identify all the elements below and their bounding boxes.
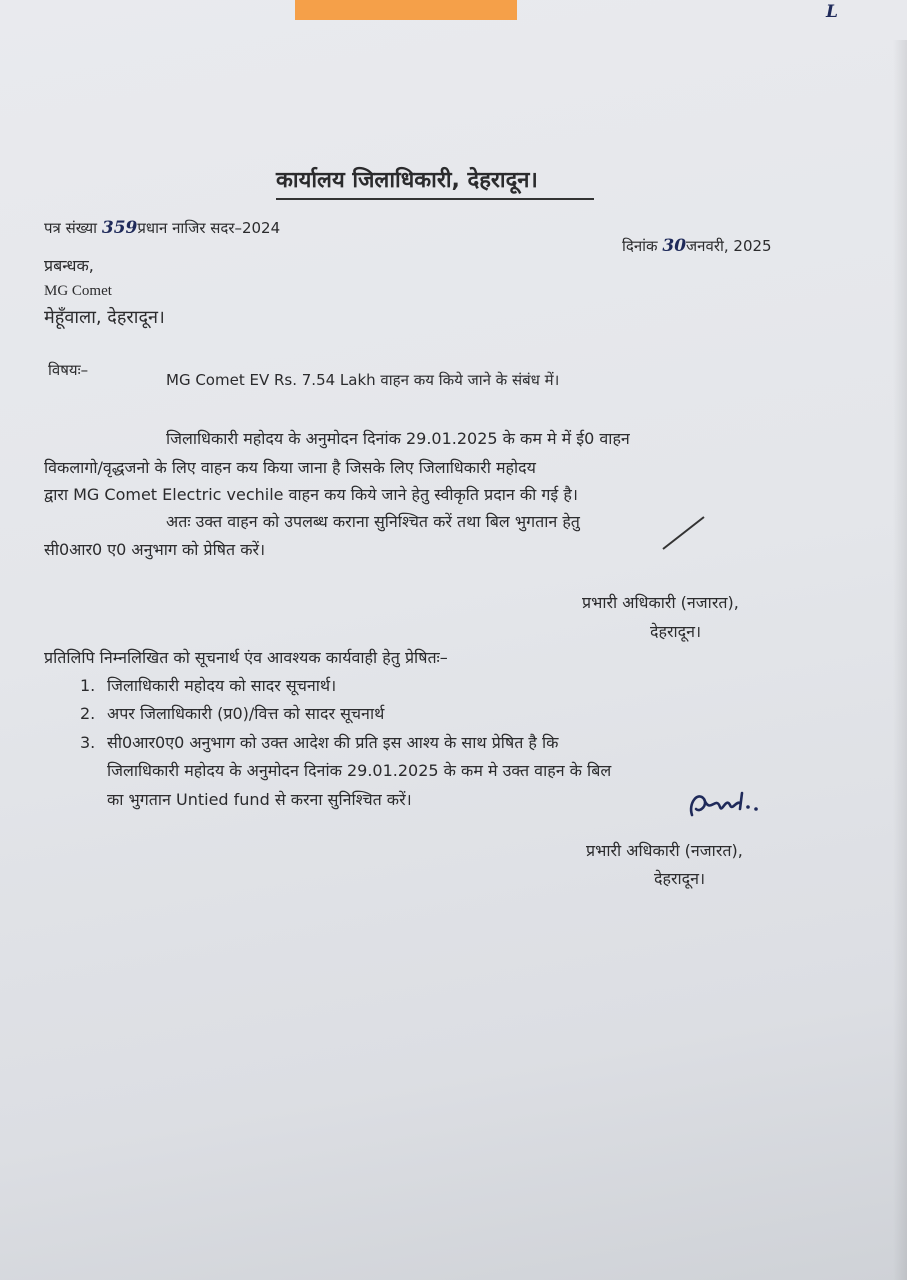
date-suffix: जनवरी, 2025	[686, 237, 772, 255]
title-underline	[276, 198, 594, 200]
date-line	[622, 236, 772, 256]
date-day-handwritten: 30	[662, 236, 687, 256]
recipient-line-2: MG Comet	[44, 283, 112, 299]
body-line-2: विकलागो/वृद्धजनो के लिए वाहन कय किया जाना है जिसके लिए जिलाधिकारी महोदय	[44, 458, 536, 477]
paper-shadow-edge	[893, 40, 907, 1280]
copy-item-1-number: 1.	[80, 676, 96, 695]
office-title: कार्यालय जिलाधिकारी, देहरादून।	[276, 168, 538, 193]
recipient-line-3: मेहूँवाला, देहरादून।	[44, 307, 165, 328]
date-prefix: दिनांक	[622, 237, 658, 255]
body-line-5: सी0आर0 ए0 अनुभाग को प्रेषित करें।	[44, 540, 266, 559]
orange-tape	[295, 0, 517, 20]
ref-prefix: पत्र संख्या	[44, 219, 98, 237]
subject-text: MG Comet EV Rs. 7.54 Lakh वाहन कय किये जाने के संबंध में।	[166, 371, 560, 389]
ref-suffix: प्रधान नाजिर सदर–2024	[137, 219, 281, 237]
copy-item-3-number: 3.	[80, 733, 96, 752]
recipient-line-1: प्रबन्धक,	[44, 256, 94, 275]
signature2-designation: प्रभारी अधिकारी (नजारत),	[586, 841, 743, 860]
copy-item-1-text: जिलाधिकारी महोदय को सादर सूचनार्थ।	[107, 676, 337, 695]
copy-item-3-line-3: का भुगतान Untied fund से करना सुनिश्चित करें।	[107, 790, 412, 809]
body-line-1: जिलाधिकारी महोदय के अनुमोदन दिनांक 29.01.2025 के कम मे में ई0 वाहन	[166, 429, 630, 448]
copy-item-3-line-1: सी0आर0ए0 अनुभाग को उक्त आदेश की प्रति इस आश्य के साथ प्रेषित है कि	[107, 733, 559, 752]
signature1-place: देहरादून।	[650, 622, 702, 641]
copy-intro: प्रतिलिपि निम्नलिखित को सूचनार्थ एंव आवश्यक कार्यवाही हेतु प्रेषितः–	[44, 648, 448, 667]
subject-label: विषयः–	[48, 361, 89, 379]
body-line-3: द्वारा MG Comet Electric vechile वाहन कय किये जाने हेतु स्वीकृति प्रदान की गई है।	[44, 485, 578, 504]
ref-number-handwritten: 359	[101, 218, 138, 238]
copy-item-3-line-2: जिलाधिकारी महोदय के अनुमोदन दिनांक 29.01.2025 के कम मे उक्त वाहन के बिल	[107, 761, 612, 780]
copy-item-2-text: अपर जिलाधिकारी (प्र0)/वित्त को सादर सूचनार्थ	[107, 704, 385, 723]
handwritten-signature	[686, 785, 766, 825]
signature1-designation: प्रभारी अधिकारी (नजारत),	[582, 593, 739, 612]
signature2-place: देहरादून।	[654, 869, 706, 888]
copy-item-2-number: 2.	[80, 704, 96, 723]
body-line-4: अतः उक्त वाहन को उपलब्ध कराना सुनिश्चित करें तथा बिल भुगतान हेतु	[166, 512, 580, 531]
corner-handwritten-mark: L	[826, 2, 838, 22]
reference-line	[44, 218, 280, 238]
